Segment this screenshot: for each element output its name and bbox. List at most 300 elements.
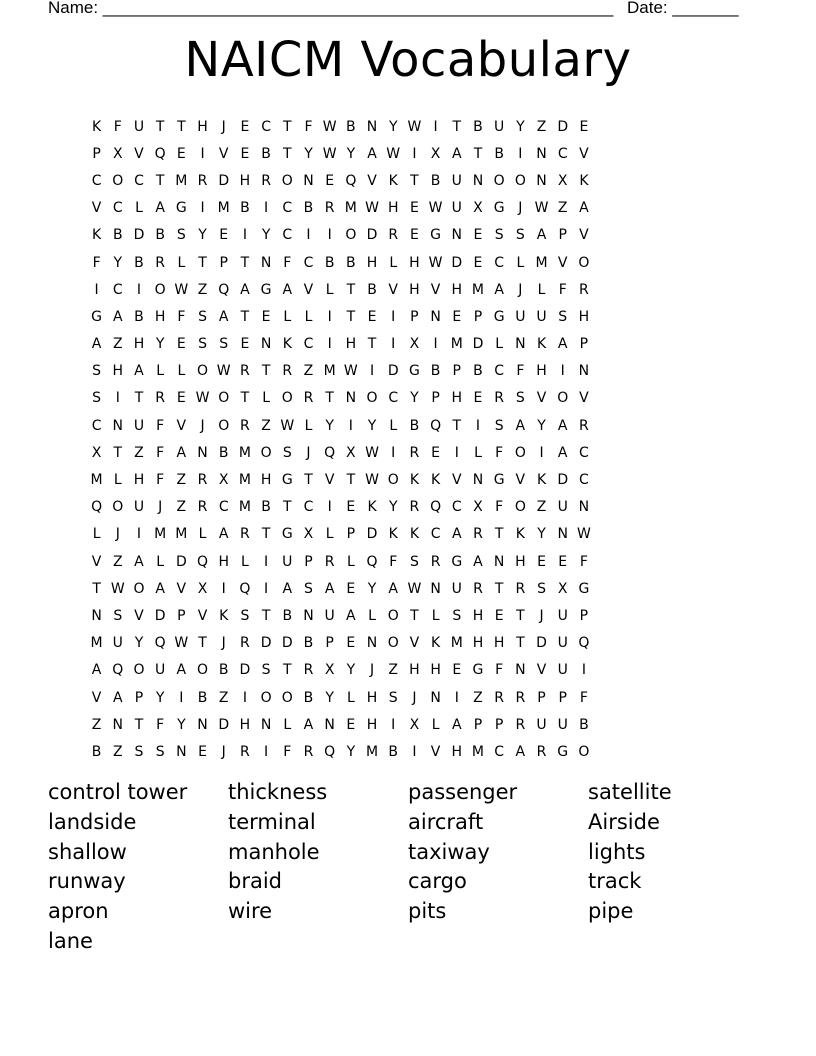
grid-letter: H [451,281,463,298]
grid-letter: D [260,635,272,652]
grid-letter: V [91,200,102,217]
grid-letter: R [197,172,208,189]
grid-letter: T [240,308,250,325]
grid-letter: H [493,635,505,652]
grid-letter: Y [346,743,356,760]
grid-letter: J [200,417,205,434]
name-field-label: Name: ______________________________________________________ [48,0,614,17]
grid-letter: X [91,444,102,461]
word-list-item: pipe [588,899,634,924]
grid-letter: P [346,526,356,543]
grid-letter: L [368,607,376,624]
grid-letter: O [260,689,272,706]
grid-letter: O [112,499,124,516]
grid-row [86,222,736,249]
grid-letter: A [557,444,568,461]
grid-letter: M [217,200,230,217]
grid-letter: N [472,472,484,489]
grid-letter: G [175,200,187,217]
grid-letter: C [303,336,314,353]
grid-letter: C [261,118,271,135]
grid-letter: O [112,172,124,189]
grid-letter: D [387,363,399,380]
date-field-label: Date: _______ [627,0,739,17]
grid-letter: Y [134,635,144,652]
grid-letter: X [303,526,314,543]
grid-letter: N [260,336,272,353]
grid-letter: H [197,118,208,135]
grid-letter: I [327,336,332,353]
grid-letter: L [325,281,334,298]
grid-letter: O [133,662,145,679]
word-list-item: lights [588,839,646,864]
grid-letter: M [450,336,463,353]
word-list-item: braid [228,869,282,894]
grid-letter: B [91,743,102,760]
grid-letter: O [493,172,505,189]
grid-letter: D [175,553,187,570]
grid-letter: Z [197,281,208,298]
grid-letter: H [409,281,420,298]
grid-letter: F [283,254,292,271]
grid-letter: A [579,200,589,217]
grid-letter: I [327,308,332,325]
grid-letter: S [155,743,165,760]
grid-letter: E [431,444,441,461]
grid-letter: T [134,716,144,733]
grid-letter: Q [239,580,251,597]
grid-letter: I [200,200,205,217]
grid-letter: A [388,580,398,597]
grid-letter: P [579,607,589,624]
grid-letter: B [346,118,356,135]
grid-letter: Z [303,363,314,380]
grid-letter: B [240,200,250,217]
grid-letter: V [91,553,102,570]
grid-letter: F [156,472,165,489]
grid-letter: E [219,227,229,244]
grid-letter: T [494,580,504,597]
grid-letter: C [282,227,293,244]
grid-letter: V [218,145,229,162]
grid-letter: K [536,336,547,353]
grid-letter: X [112,145,123,162]
grid-letter: E [240,145,250,162]
grid-letter: S [388,689,398,706]
grid-letter: M [450,635,463,652]
grid-letter: S [92,363,102,380]
grid-letter: L [156,553,165,570]
grid-letter: L [156,363,165,380]
grid-letter: G [451,553,463,570]
grid-letter: R [240,417,250,434]
grid-letter: F [495,444,504,461]
grid-letter: B [346,254,356,271]
grid-letter: P [410,308,419,325]
grid-letter: W [174,281,189,298]
word-list-item: satellite [588,780,672,804]
grid-letter: V [303,281,314,298]
grid-letter: S [558,308,568,325]
grid-letter: L [113,472,122,489]
grid-letter: T [283,662,292,679]
grid-letter: S [515,390,525,407]
grid-letter: N [197,444,208,461]
grid-letter: I [560,363,565,380]
grid-letter: I [433,118,438,135]
grid-letter: L [537,281,546,298]
grid-letter: Y [261,227,271,244]
grid-letter: R [494,689,505,706]
grid-letter: K [536,472,547,489]
grid-letter: R [155,390,166,407]
grid-letter: I [242,689,247,706]
grid-letter: P [134,689,144,706]
word-list-item: pits [408,899,447,924]
grid-letter: R [409,444,420,461]
grid-letter: Y [304,145,313,162]
grid-letter: H [451,390,463,407]
grid-letter: Z [112,743,123,760]
grid-letter: U [451,580,462,597]
grid-letter: C [451,499,462,516]
grid-letter: A [324,580,335,597]
grid-letter: E [346,499,356,516]
grid-letter: R [388,227,399,244]
grid-letter: L [304,308,313,325]
grid-letter: T [261,363,271,380]
grid-letter: H [366,689,378,706]
grid-letter: W [110,580,125,597]
grid-letter: Z [557,200,568,217]
grid-letter: T [410,172,419,189]
grid-letter: P [494,716,504,733]
grid-letter: V [515,472,526,489]
grid-letter: A [303,716,314,733]
grid-letter: T [240,390,250,407]
grid-letter: O [578,254,590,271]
grid-letter: U [282,553,293,570]
grid-row [86,167,736,194]
grid-letter: M [471,743,485,760]
grid-row [86,738,736,765]
grid-letter: H [536,363,547,380]
grid-letter: D [557,472,569,489]
grid-letter: N [366,118,378,135]
grid-letter: R [240,526,250,543]
grid-row [86,521,736,548]
grid-letter: N [515,662,526,679]
grid-letter: I [348,417,353,434]
grid-letter: R [240,363,250,380]
grid-letter: I [391,308,396,325]
grid-letter: S [113,607,123,624]
grid-letter: T [240,254,250,271]
grid-letter: V [536,662,547,679]
grid-letter: H [409,662,420,679]
grid-letter: E [537,553,546,570]
grid-letter: J [539,607,544,624]
grid-letter: S [261,662,271,679]
grid-letter: G [281,526,293,543]
grid-letter: N [430,689,441,706]
grid-letter: S [219,336,229,353]
grid-letter: L [135,200,143,217]
grid-letter: E [409,200,419,217]
grid-letter: K [388,172,398,189]
grid-letter: D [366,227,378,244]
grid-letter: D [451,254,463,271]
grid-letter: T [367,336,377,353]
grid-letter: S [240,607,250,624]
grid-letter: Z [473,689,483,706]
grid-letter: T [198,635,207,652]
grid-letter: A [91,336,102,353]
grid-letter: I [412,145,417,162]
grid-letter: F [558,281,567,298]
grid-letter: T [452,417,462,434]
grid-letter: O [387,607,399,624]
grid-letter: Z [176,499,187,516]
grid-letter: Q [430,417,442,434]
grid-letter: I [518,145,523,162]
grid-letter: J [158,499,163,516]
grid-letter: K [409,526,419,543]
grid-letter: Z [388,662,399,679]
grid-letter: B [134,308,144,325]
grid-letter: L [516,254,525,271]
grid-row [86,303,736,330]
grid-letter: A [282,580,293,597]
grid-letter: R [197,472,208,489]
grid-letter: S [304,580,313,597]
grid-letter: M [238,472,251,489]
grid-row [86,575,736,602]
grid-letter: I [264,200,269,217]
grid-letter: K [282,336,292,353]
grid-letter: A [557,336,568,353]
grid-letter: V [451,472,462,489]
grid-letter: P [473,716,483,733]
grid-letter: L [262,390,270,407]
word-list-item: runway [48,869,126,894]
grid-letter: R [515,716,526,733]
grid-letter: O [578,743,590,760]
grid-letter: O [345,227,357,244]
word-list-item: taxiway [408,839,490,864]
grid-letter: I [136,526,142,543]
grid-letter: W [534,200,549,217]
grid-letter: W [407,118,422,135]
grid-letter: R [303,390,314,407]
grid-letter: X [557,580,568,597]
grid-letter: A [218,308,229,325]
word-list-item: wire [228,899,273,924]
grid-letter: A [218,526,229,543]
grid-letter: F [156,444,165,461]
grid-letter: P [537,689,546,706]
grid-letter: D [366,526,378,543]
grid-letter: V [557,254,568,271]
grid-letter: R [303,743,314,760]
grid-letter: V [409,635,420,652]
grid-letter: U [324,607,335,624]
grid-letter: I [242,227,247,244]
grid-letter: B [430,363,441,380]
grid-letter: P [177,607,186,624]
grid-letter: S [494,417,504,434]
grid-letter: I [306,227,311,244]
grid-letter: G [578,580,590,597]
grid-letter: H [366,716,378,733]
grid-letter: A [346,607,356,624]
grid-letter: A [155,200,165,217]
grid-letter: F [304,118,313,135]
grid-letter: X [409,716,420,733]
grid-letter: O [197,662,209,679]
grid-letter: R [261,172,271,189]
grid-letter: D [239,662,251,679]
grid-letter: U [133,499,145,516]
grid-letter: Q [366,553,378,570]
grid-letter: R [240,635,250,652]
grid-letter: O [514,444,526,461]
grid-letter: G [493,308,505,325]
grid-letter: C [112,281,123,298]
grid-letter: E [494,607,504,624]
grid-letter: S [409,553,419,570]
word-list-item: thickness [228,780,328,804]
grid-letter: K [515,526,525,543]
grid-letter: T [198,254,207,271]
grid-letter: H [515,553,526,570]
grid-letter: U [112,635,123,652]
grid-letter: S [282,444,292,461]
grid-letter: S [92,390,102,407]
grid-letter: A [91,662,102,679]
grid-letter: Y [155,689,165,706]
grid-letter: I [115,390,120,407]
grid-letter: N [493,553,505,570]
grid-letter: C [494,363,505,380]
grid-letter: B [430,172,441,189]
grid-letter: Z [112,336,123,353]
grid-letter: I [200,145,205,162]
grid-row [86,602,736,629]
grid-letter: L [92,526,101,543]
grid-letter: V [579,390,589,407]
grid-letter: Z [261,417,271,434]
grid-letter: W [365,444,379,461]
grid-letter: X [473,499,483,516]
grid-letter: K [431,472,441,489]
grid-row [86,385,736,412]
grid-letter: B [197,689,208,706]
grid-letter: R [240,743,250,760]
grid-letter: D [218,172,230,189]
grid-letter: W [386,145,401,162]
grid-letter: N [366,635,378,652]
grid-letter: E [198,743,207,760]
grid-row [86,684,736,711]
grid-letter: I [454,444,459,461]
grid-letter: A [557,417,568,434]
grid-letter: I [475,417,481,434]
grid-letter: A [240,281,250,298]
grid-letter: B [303,200,314,217]
word-list-item: aircraft [408,809,484,834]
grid-letter: C [282,200,293,217]
grid-letter: H [578,308,590,325]
grid-letter: O [197,363,209,380]
grid-letter: W [174,635,189,652]
grid-letter: D [472,336,484,353]
grid-letter: Q [324,444,336,461]
grid-letter: N [324,716,335,733]
grid-letter: H [133,472,145,489]
grid-letter: H [260,472,272,489]
grid-letter: N [197,716,208,733]
grid-letter: R [324,553,335,570]
grid-letter: H [239,716,251,733]
grid-letter: O [281,689,293,706]
grid-row [86,331,736,358]
grid-letter: J [221,635,226,652]
grid-letter: Z [176,472,187,489]
grid-letter: R [324,200,335,217]
grid-row [86,249,736,276]
grid-letter: T [410,607,419,624]
grid-letter: J [115,526,120,543]
grid-letter: D [218,716,230,733]
grid-letter: R [536,743,547,760]
grid-letter: S [537,580,546,597]
grid-letter: A [282,281,293,298]
grid-letter: V [134,607,144,624]
grid-letter: B [473,363,483,380]
grid-letter: L [304,417,313,434]
grid-letter: N [303,172,314,189]
grid-letter: F [495,662,504,679]
grid-letter: E [346,716,356,733]
grid-letter: Y [155,336,165,353]
grid-letter: D [154,607,166,624]
grid-letter: V [176,580,187,597]
grid-letter: P [579,336,589,353]
grid-letter: O [387,472,399,489]
grid-letter: G [260,281,272,298]
grid-letter: X [473,200,483,217]
grid-letter: W [365,200,379,217]
grid-letter: R [515,689,526,706]
grid-letter: L [325,526,334,543]
grid-letter: G [408,363,420,380]
grid-letter: A [112,308,123,325]
grid-letter: N [303,607,314,624]
grid-letter: A [176,662,187,679]
grid-letter: Q [154,635,166,652]
grid-letter: Y [346,145,356,162]
grid-letter: V [579,227,589,244]
grid-letter: F [177,308,186,325]
grid-letter: I [391,716,396,733]
grid-letter: R [197,499,208,516]
grid-letter: R [303,662,314,679]
grid-letter: K [579,172,589,189]
grid-letter: I [391,444,396,461]
grid-letter: H [366,254,378,271]
word-list-item: shallow [48,839,127,864]
